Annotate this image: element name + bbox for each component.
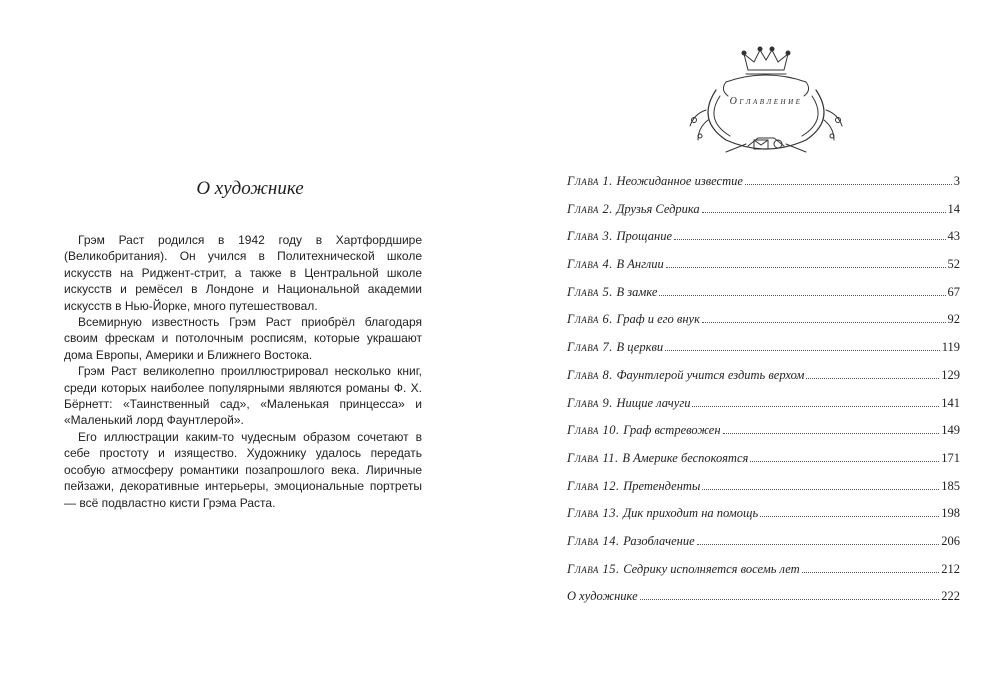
bio-paragraph: Грэм Раст великолепно проиллюстрировал несколько книг, среди которых наиболее популярными являются романы Ф. Х. Бёрнетт: «Таинственный сад», «Маленькая принцесса» и «Маленький лорд Фаунтлерой». xyxy=(64,364,422,428)
toc-chapter-title: Претенденты xyxy=(623,478,701,493)
toc-chapter-title: Прощание xyxy=(616,229,673,244)
toc-page-number: 119 xyxy=(941,340,960,355)
toc-chapter-number: Глава 10. xyxy=(567,423,624,438)
toc-chapter-number: Глава 7. xyxy=(567,340,617,355)
toc-dot-leader xyxy=(723,432,940,434)
toc-dot-leader xyxy=(659,294,945,296)
toc-chapter-number: Глава 11. xyxy=(567,450,623,465)
bio-paragraph: Его иллюстрации каким-то чудесным образом сочетают в себе простоту и изящество. Художнику удалось передать особую атмосферу романтики позапрошлого века. Лиричные пейзажи, декоративные интерьеры, эмоциональные портреты — всё подвластно кисти Грэма Раста. xyxy=(64,429,422,510)
toc-chapter-number: Глава 12. xyxy=(567,478,624,493)
right-page xyxy=(500,0,1001,681)
toc-dot-leader xyxy=(665,349,940,351)
toc-chapter-title: Граф встревожен xyxy=(623,423,721,438)
toc-entry[interactable] xyxy=(567,479,960,507)
toc-chapter-title: Граф и его внук xyxy=(616,312,700,327)
toc-entry[interactable] xyxy=(567,451,960,479)
toc-entry[interactable] xyxy=(567,229,960,257)
toc-entry[interactable] xyxy=(567,562,960,590)
toc-dot-leader xyxy=(692,405,939,407)
toc-entry[interactable] xyxy=(567,396,960,424)
toc-chapter-number: Глава 14. xyxy=(567,533,624,548)
toc-dot-leader xyxy=(806,377,939,379)
toc-chapter-number: Глава 8. xyxy=(567,367,617,382)
toc-entry[interactable] xyxy=(567,534,960,562)
toc-entry[interactable] xyxy=(567,202,960,230)
toc-dot-leader xyxy=(640,598,940,600)
toc-page-number: 171 xyxy=(941,450,960,465)
toc-dot-leader xyxy=(760,515,939,517)
toc-page-number: 67 xyxy=(947,284,960,299)
toc-chapter-title: Фаунтлерой учится ездить верхом xyxy=(616,367,805,382)
toc-page-number: 149 xyxy=(941,423,960,438)
toc-page-number: 43 xyxy=(947,229,960,244)
toc-chapter-title: Неожиданное известие xyxy=(616,174,743,188)
toc-page-number: 222 xyxy=(941,589,960,604)
toc-page-number: 129 xyxy=(941,367,960,382)
toc-dot-leader xyxy=(702,211,946,213)
toc-entry[interactable] xyxy=(567,285,960,313)
toc-chapter-number: Глава 4. xyxy=(567,257,617,272)
toc-entry[interactable] xyxy=(567,257,960,285)
crown-icon xyxy=(744,50,788,70)
toc-chapter-number: Глава 9. xyxy=(567,395,617,410)
toc-chapter-title: В церкви xyxy=(616,340,664,355)
toc-chapter-title: Седрику исполняется восемь лет xyxy=(623,561,800,576)
toc-chapter-title: Дик приходит на помощь xyxy=(623,506,759,521)
toc-page-number: 52 xyxy=(947,257,960,272)
toc-entry[interactable] xyxy=(567,174,960,202)
bio-paragraph: Всемирную известность Грэм Раст приобрёл благодаря своим фрескам и потолочным росписям, которые украшают дома Европы, Америки и Ближнего Востока. xyxy=(64,315,422,362)
toc-dot-leader xyxy=(666,266,946,268)
toc-entry[interactable] xyxy=(567,589,960,617)
toc-dot-leader xyxy=(674,238,945,240)
toc-dot-leader xyxy=(745,183,952,185)
toc-chapter-title: В замке xyxy=(616,284,658,299)
toc-page-number: 185 xyxy=(941,478,960,493)
toc-page-number: 206 xyxy=(941,533,960,548)
toc-chapter-title: Нищие лачуги xyxy=(616,395,691,410)
toc-dot-leader xyxy=(697,543,940,545)
toc-chapter-number: Глава 1. xyxy=(567,174,617,188)
toc-chapter-number: Глава 15. xyxy=(567,561,624,576)
toc-chapter-title: О художнике xyxy=(567,589,638,604)
toc-page-number: 3 xyxy=(953,174,960,188)
toc-dot-leader xyxy=(802,571,940,573)
toc-entry[interactable] xyxy=(567,506,960,534)
toc-entry[interactable] xyxy=(567,340,960,368)
toc-chapter-number: Глава 2. xyxy=(567,201,617,216)
toc-page-number: 212 xyxy=(941,561,960,576)
toc-page-number: 141 xyxy=(941,395,960,410)
toc-heading: Оглавление xyxy=(729,96,803,107)
toc-page-number: 14 xyxy=(947,201,960,216)
toc-chapter-number: Глава 5. xyxy=(567,284,617,299)
toc-chapter-title: В Америке беспокоятся xyxy=(622,450,749,465)
toc-dot-leader xyxy=(702,321,946,323)
left-page xyxy=(0,0,500,681)
bio-paragraph: Грэм Раст родился в 1942 году в Хартфордшире (Великобритания). Он учился в Политехнической школе искусств на Риджент-стрит, а также в Центральной школе искусств и ремёсел в Лондоне и Национальной академии искусств в Нью-Йорке, много путешествовал. xyxy=(64,233,422,313)
toc-entry[interactable] xyxy=(567,312,960,340)
toc-chapter-title: В Англии xyxy=(616,257,664,272)
about-artist-body xyxy=(64,232,422,511)
toc-chapter-number: Глава 3. xyxy=(567,229,617,244)
toc-entry[interactable] xyxy=(567,423,960,451)
toc-dot-leader xyxy=(750,460,939,462)
toc-chapter-title: Разоблачение xyxy=(623,533,695,548)
toc-dot-leader xyxy=(702,488,939,490)
toc-page-number: 198 xyxy=(941,506,960,521)
toc-chapter-number: Глава 13. xyxy=(567,506,624,521)
toc-page-number: 92 xyxy=(947,312,960,327)
toc-chapter-title: Друзья Седрика xyxy=(616,201,700,216)
toc-entry[interactable] xyxy=(567,368,960,396)
about-artist-title: О художнике xyxy=(196,178,304,199)
toc-chapter-number: Глава 6. xyxy=(567,312,617,327)
table-of-contents xyxy=(567,174,960,617)
